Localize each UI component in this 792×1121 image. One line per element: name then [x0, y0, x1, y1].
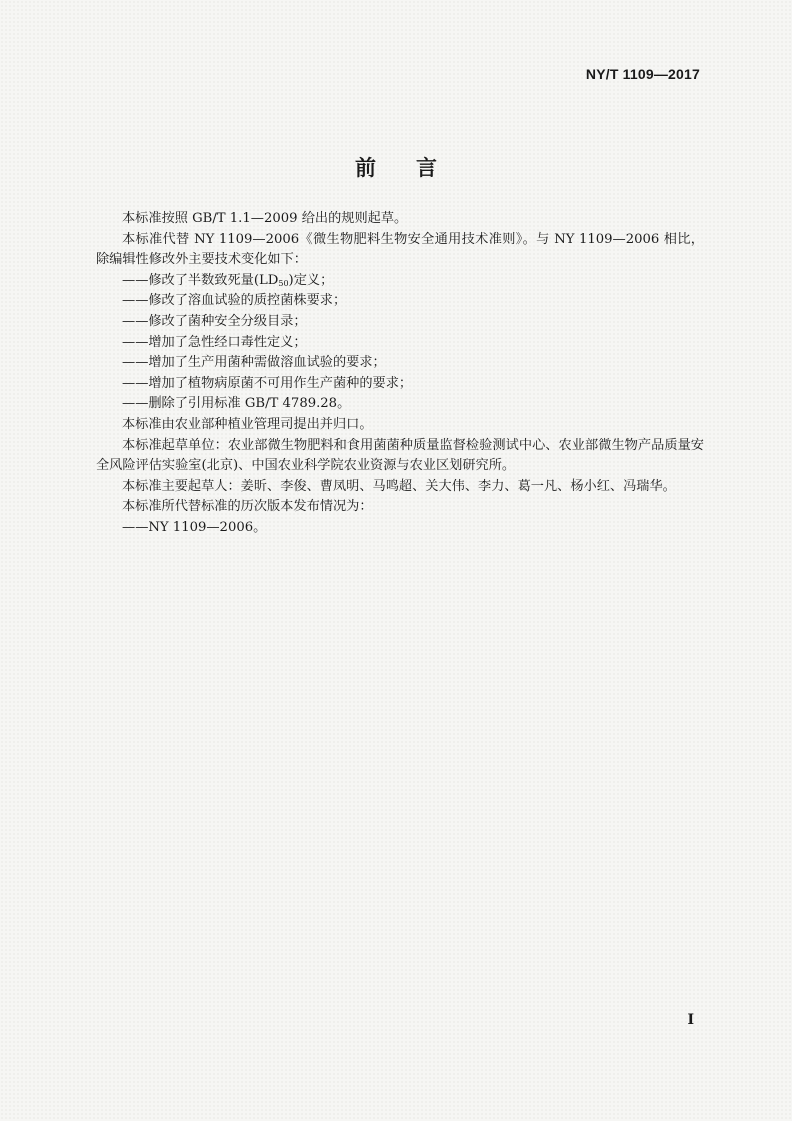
standard-code: NY/T 1109—2017 [585, 66, 700, 82]
changes-list [96, 271, 704, 415]
list-item [96, 271, 704, 292]
page-title: 前言 [355, 156, 477, 180]
subscript: 50 [278, 278, 289, 288]
paragraph-drafters: 本标准主要起草人：姜昕、李俊、曹凤明、马鸣超、关大伟、李力、葛一凡、杨小红、冯瑞华。 [122, 478, 676, 494]
list-item-text: )定义； [288, 272, 334, 288]
paragraph-drafting-rules: 本标准按照 GB/T 1.1—2009 给出的规则起草。 [122, 211, 408, 226]
paragraph-version-history: 本标准所代替标准的历次版本发布情况为： [122, 499, 373, 515]
list-item: ——修改了菌种安全分级目录； [122, 313, 307, 329]
foreword-body [96, 209, 704, 539]
paragraph-drafting-units: 本标准起草单位：农业部微生物肥料和食用菌菌种质量监督检验测试中心、农业部微生物产品质量安全风险评估实验室(北京)、中国农业科学院农业资源与农业区划研究所。 [96, 437, 704, 474]
list-item: ——NY 1109—2006。 [122, 519, 267, 535]
versions-list [96, 518, 704, 539]
paragraph-proposer: 本标准由农业部种植业管理司提出并归口。 [122, 416, 373, 432]
list-item-text: ——修改了半数致死量(LD [122, 272, 279, 288]
list-item: ——删除了引用标准 GB/T 4789.28。 [122, 396, 351, 412]
list-item: ——修改了溶血试验的质控菌株要求； [122, 293, 347, 309]
list-item: ——增加了生产用菌种需做溶血试验的要求； [122, 355, 386, 371]
paragraph-replacement: 本标准代替 NY 1109—2006《微生物肥料生物安全通用技术准则》。与 NY 1109—2006 相比，除编辑性修改外主要技术变化如下： [96, 231, 704, 268]
list-item: ——增加了急性经口毒性定义； [122, 334, 307, 350]
list-item: ——增加了植物病原菌不可用作生产菌种的要求； [122, 375, 413, 391]
page-number: I [687, 1012, 694, 1028]
